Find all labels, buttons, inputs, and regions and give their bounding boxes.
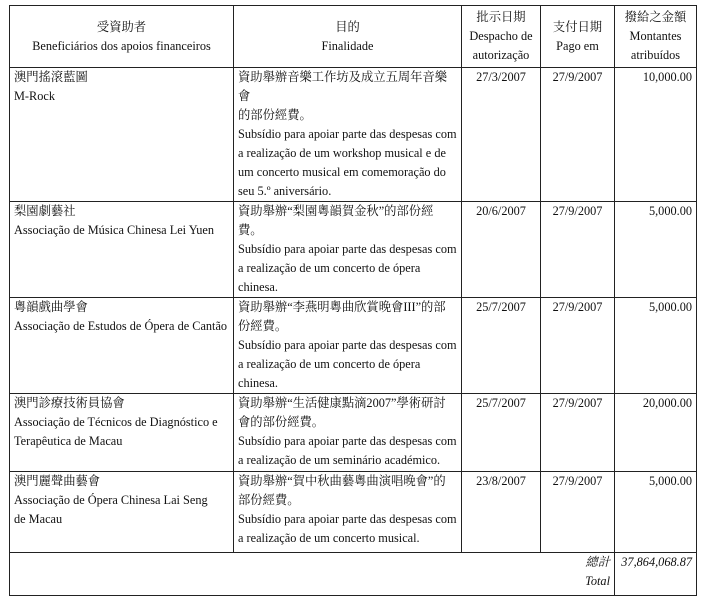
- amount-cell: 5,000.00: [615, 298, 697, 394]
- purpose-line: Subsídio para apoiar parte das despesas com: [238, 338, 457, 352]
- beneficiary-cell: [10, 202, 234, 298]
- purpose-cell: [234, 202, 462, 298]
- beneficiary-cell: [10, 394, 234, 472]
- total-label-pt: Total: [585, 574, 610, 588]
- total-label-cell: [10, 553, 615, 596]
- beneficiary-name-pt: Associação de Estudos de Ópera de Cantão: [14, 319, 228, 333]
- beneficiary-cell: [10, 68, 234, 202]
- header-authorization: [462, 6, 541, 68]
- header-amount-pt-1: Montantes: [629, 29, 682, 43]
- beneficiary-name-zh: 澳門搖滾藍圖: [14, 70, 88, 84]
- purpose-line: 資助舉辦“梨園粵韻賀金秋”的部份經費。: [238, 204, 434, 237]
- purpose-cell: [234, 472, 462, 553]
- table-row: [10, 472, 697, 553]
- authorization-date-cell: 23/8/2007: [462, 472, 541, 553]
- header-authorization-pt-2: autorização: [472, 48, 530, 62]
- header-amount: [615, 6, 697, 68]
- purpose-line: 份經費。: [238, 319, 288, 333]
- authorization-date-cell: 25/7/2007: [462, 298, 541, 394]
- purpose-line: Subsídio para apoiar parte das despesas com: [238, 434, 457, 448]
- purpose-line: 資助舉辦音樂工作坊及成立五周年音樂會: [238, 70, 448, 103]
- table-row: [10, 202, 697, 298]
- header-amount-pt-2: atribuídos: [630, 48, 681, 62]
- payment-date-cell: 27/9/2007: [541, 68, 615, 202]
- beneficiary-cell: [10, 472, 234, 553]
- authorization-date-cell: 27/3/2007: [462, 68, 541, 202]
- purpose-line: 資助舉辦“李燕明粵曲欣賞晚會III”的部: [238, 300, 446, 314]
- header-beneficiary: [10, 6, 234, 68]
- beneficiary-name-zh: 澳門麗聲曲藝會: [14, 474, 101, 488]
- beneficiary-cell: [10, 298, 234, 394]
- total-label-zh: 總計: [585, 555, 610, 569]
- header-purpose-pt: Finalidade: [321, 38, 374, 53]
- header-authorization-zh: 批示日期: [476, 10, 526, 24]
- purpose-line: a realização de um workshop musical e de: [238, 146, 446, 160]
- beneficiary-name-pt: Associação de Ópera Chinesa Lai Seng: [14, 493, 208, 507]
- table-row: [10, 394, 697, 472]
- table-row: [10, 68, 697, 202]
- header-beneficiary-zh: 受資助者: [96, 19, 147, 34]
- grants-table: [9, 5, 697, 596]
- authorization-date-cell: 20/6/2007: [462, 202, 541, 298]
- purpose-line: 的部份經費。: [238, 108, 312, 122]
- purpose-line: a realização de um concerto musical.: [238, 531, 420, 545]
- amount-cell: 5,000.00: [615, 202, 697, 298]
- payment-date-cell: 27/9/2007: [541, 472, 615, 553]
- beneficiary-name-zh: 粵韻戲曲學會: [14, 300, 88, 314]
- purpose-line: 部份經費。: [238, 493, 300, 507]
- amount-cell: 10,000.00: [615, 68, 697, 202]
- purpose-line: Subsídio para apoiar parte das despesas com: [238, 512, 457, 526]
- header-amount-zh: 撥給之金額: [624, 10, 687, 24]
- header-authorization-pt-1: Despacho de: [469, 29, 533, 43]
- amount-cell: 5,000.00: [615, 472, 697, 553]
- purpose-line: a realização de um concerto de ópera chinesa.: [238, 261, 421, 294]
- beneficiary-name-pt: Terapêutica de Macau: [14, 434, 123, 448]
- purpose-line: seu 5.º aniversário.: [238, 184, 332, 198]
- amount-cell: 20,000.00: [615, 394, 697, 472]
- purpose-line: a realização de um seminário académico.: [238, 453, 441, 467]
- purpose-cell: [234, 68, 462, 202]
- payment-date-cell: 27/9/2007: [541, 202, 615, 298]
- beneficiary-name-pt: Associação de Música Chinesa Lei Yuen: [14, 223, 214, 237]
- purpose-line: 資助舉辦“生活健康點滴2007”學術研討: [238, 396, 446, 410]
- header-beneficiary-pt: Beneficiários dos apoios financeiros: [32, 38, 211, 53]
- header-purpose: [234, 6, 462, 68]
- header-payment-zh: 支付日期: [552, 19, 603, 34]
- beneficiary-name-pt: Associação de Técnicos de Diagnóstico e: [14, 415, 218, 429]
- purpose-line: Subsídio para apoiar parte das despesas com: [238, 127, 457, 141]
- purpose-cell: [234, 298, 462, 394]
- purpose-line: Subsídio para apoiar parte das despesas com: [238, 242, 457, 256]
- purpose-line: 會的部份經費。: [238, 415, 325, 429]
- beneficiary-name-pt: M-Rock: [14, 89, 55, 103]
- header-purpose-zh: 目的: [335, 19, 360, 34]
- purpose-line: a realização de um concerto de ópera chinesa.: [238, 357, 421, 390]
- payment-date-cell: 27/9/2007: [541, 394, 615, 472]
- beneficiary-name-zh: 梨園劇藝社: [14, 204, 76, 218]
- purpose-line: 資助舉辦“賀中秋曲藝粵曲演唱晚會”的: [238, 474, 446, 488]
- table-row: [10, 298, 697, 394]
- total-row: [10, 553, 697, 596]
- header-payment-pt: Pago em: [556, 38, 599, 53]
- purpose-line: um concerto musical em comemoração do: [238, 165, 446, 179]
- header-payment: [541, 6, 615, 68]
- authorization-date-cell: 25/7/2007: [462, 394, 541, 472]
- payment-date-cell: 27/9/2007: [541, 298, 615, 394]
- header-row: [10, 6, 697, 68]
- beneficiary-name-zh: 澳門診療技術員協會: [14, 396, 125, 410]
- total-amount-cell: 37,864,068.87: [615, 553, 697, 596]
- beneficiary-name-pt: de Macau: [14, 512, 63, 526]
- purpose-cell: [234, 394, 462, 472]
